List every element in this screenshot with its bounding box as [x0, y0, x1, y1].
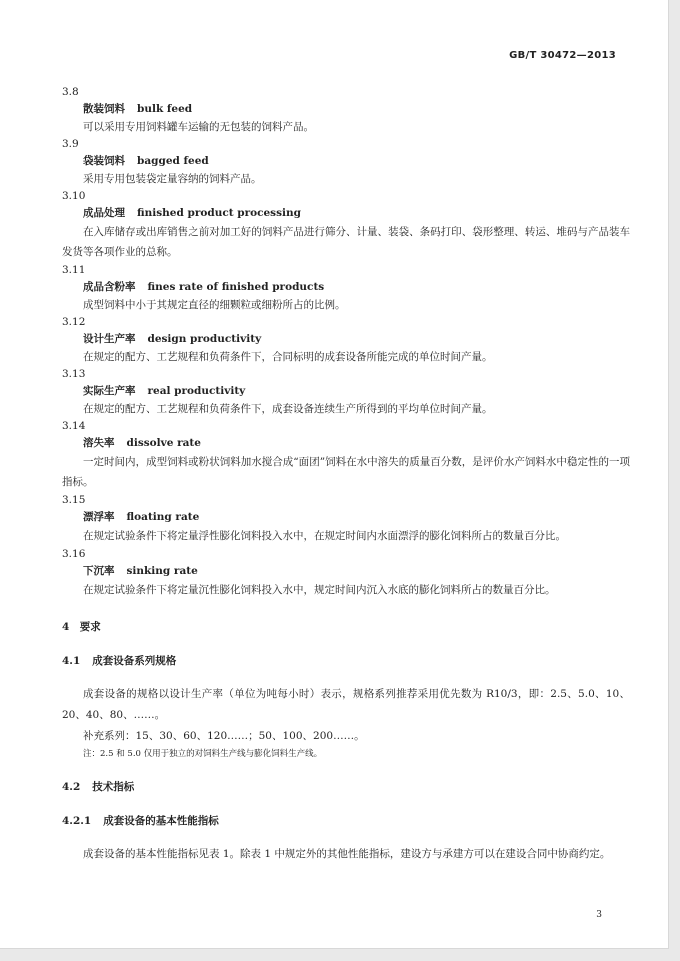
section-4-1-heading: [62, 652, 630, 670]
term-chinese: 漂浮率: [83, 511, 115, 523]
section-title: 成套设备的基本性能指标: [103, 815, 219, 827]
term-english: sinking rate: [126, 565, 198, 577]
term-heading: [62, 153, 630, 170]
term-number: 3.9: [62, 138, 79, 150]
term-chinese: 散装饲料: [83, 103, 125, 115]
section-title: 成套设备系列规格: [92, 655, 177, 667]
term-definition: 在规定试验条件下将定量浮性膨化饲料投入水中，在规定时间内水面漂浮的膨化饲料所占的数量百分比。: [83, 530, 566, 542]
term-entry: [62, 366, 630, 418]
terms-definitions-list: [62, 84, 630, 600]
standard-code: GB/T 30472—2013: [509, 50, 616, 61]
term-english: floating rate: [126, 511, 200, 523]
section-4-2-1-heading: [62, 812, 630, 830]
section-4-1-supplement: 补充系列：15、30、60、120……；50、100、200……。: [83, 730, 365, 742]
section-title: 技术指标: [92, 781, 135, 793]
term-entry: [62, 492, 630, 546]
term-number: 3.10: [62, 190, 86, 202]
term-entry: [62, 418, 630, 492]
term-definition: 在规定的配方、工艺规程和负荷条件下，合同标明的成套设备所能完成的单位时间产量。: [83, 351, 493, 363]
term-definition: 可以采用专用饲料罐车运输的无包装的饲料产品。: [83, 121, 314, 133]
term-entry: [62, 546, 630, 600]
term-number: 3.16: [62, 548, 86, 560]
page-number: 3: [596, 910, 602, 920]
term-english: dissolve rate: [126, 437, 201, 449]
term-heading: [62, 509, 630, 526]
term-english: design productivity: [147, 333, 262, 345]
section-4-1-paragraph: 成套设备的规格以设计生产率（单位为吨每小时）表示，规格系列推荐采用优先数为 R10/3，即：2.5、5.0、10、20、40、80、……。: [62, 688, 630, 721]
section-number: 4.2: [62, 781, 81, 793]
term-heading: [62, 563, 630, 580]
section-4-1-note: 注：2.5 和 5.0 仅用于独立的对饲料生产线与膨化饲料生产线。: [83, 749, 323, 759]
term-definition: 在规定的配方、工艺规程和负荷条件下，成套设备连续生产所得到的平均单位时间产量。: [83, 403, 493, 415]
term-entry: [62, 262, 630, 314]
term-heading: [62, 383, 630, 400]
term-heading: [62, 101, 630, 118]
document-body: [62, 84, 630, 865]
section-4-2-1-paragraph: 成套设备的基本性能指标见表 1。除表 1 中规定外的其他性能指标，建设方与承建方可以在建设合同中协商约定。: [83, 848, 611, 860]
term-english: fines rate of finished products: [147, 281, 325, 293]
section-number: 4.1: [62, 655, 81, 667]
section-number: 4.2.1: [62, 815, 92, 827]
term-number: 3.13: [62, 368, 86, 380]
term-english: finished product processing: [137, 207, 301, 219]
term-chinese: 溶失率: [83, 437, 115, 449]
section-4-heading: 4 要求: [62, 621, 101, 633]
term-chinese: 成品含粉率: [83, 281, 136, 293]
term-definition: 采用专用包装袋定量容纳的饲料产品。: [83, 173, 262, 185]
term-entry: [62, 188, 630, 262]
term-english: real productivity: [147, 385, 246, 397]
term-chinese: 成品处理: [83, 207, 125, 219]
term-chinese: 袋装饲料: [83, 155, 125, 167]
term-heading: [62, 279, 630, 296]
term-number: 3.14: [62, 420, 86, 432]
term-number: 3.12: [62, 316, 86, 328]
term-entry: [62, 84, 630, 136]
term-entry: [62, 314, 630, 366]
term-number: 3.8: [62, 86, 79, 98]
term-definition: 在入库储存或出库销售之前对加工好的饲料产品进行筛分、计量、装袋、条码打印、袋形整理、转运、堆码与产品装车发货等各项作业的总称。: [62, 226, 630, 258]
term-number: 3.11: [62, 264, 86, 276]
term-entry: [62, 136, 630, 188]
term-number: 3.15: [62, 494, 86, 506]
term-definition: 成型饲料中小于其规定直径的细颗粒或细粉所占的比例。: [83, 299, 346, 311]
term-chinese: 设计生产率: [83, 333, 136, 345]
term-definition: 在规定试验条件下将定量沉性膨化饲料投入水中，规定时间内沉入水底的膨化饲料所占的数量百分比。: [83, 584, 556, 596]
section-4-2-heading: [62, 778, 630, 796]
term-definition: 一定时间内，成型饲料或粉状饲料加水搅合成“面团”饲料在水中溶失的质量百分数，是评价水产饲料水中稳定性的一项指标。: [62, 456, 630, 488]
term-chinese: 实际生产率: [83, 385, 136, 397]
term-heading: [62, 205, 630, 222]
term-chinese: 下沉率: [83, 565, 115, 577]
term-english: bagged feed: [137, 155, 209, 167]
term-heading: [62, 331, 630, 348]
term-english: bulk feed: [137, 103, 193, 115]
term-heading: [62, 435, 630, 452]
